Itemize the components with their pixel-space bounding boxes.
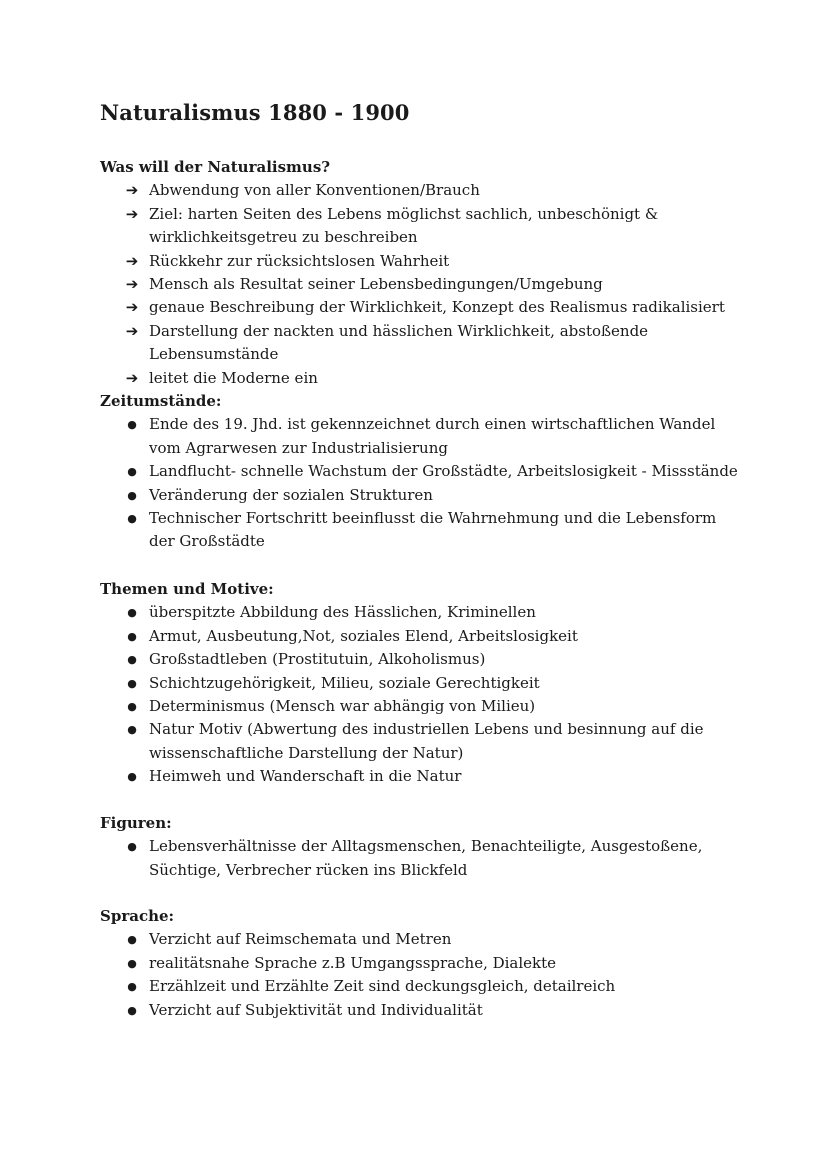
section-sprache bbox=[100, 905, 740, 1022]
arrow-icon: ➔ bbox=[125, 204, 139, 223]
bullet-list bbox=[100, 928, 740, 1022]
list-item-text: Technischer Fortschritt beeinflusst die Wahrnehmung und die Lebensform der Großstädte bbox=[149, 509, 717, 551]
bullet-icon: ● bbox=[127, 512, 137, 526]
list-item-text: Ende des 19. Jhd. ist gekennzeichnet durch einen wirtschaftlichen Wandel vom Agrarwesen zur Industrialisierung bbox=[149, 415, 716, 457]
bullet-icon: ● bbox=[127, 770, 137, 784]
list-item-text: Mensch als Resultat seiner Lebensbedingungen/Umgebung bbox=[149, 275, 603, 294]
bullet-icon: ● bbox=[127, 723, 137, 737]
list-item bbox=[100, 460, 740, 483]
list-item bbox=[100, 203, 740, 250]
bullet-icon: ● bbox=[127, 676, 137, 690]
list-item bbox=[100, 765, 740, 788]
list-item bbox=[100, 296, 740, 319]
list-item-text: überspitzte Abbildung des Hässlichen, Kriminellen bbox=[149, 603, 536, 622]
list-item bbox=[100, 928, 740, 951]
list-item-text: Lebensverhältnisse der Alltagsmenschen, Benachteiligte, Ausgestoßene, Süchtige, Verbrecher rücken ins Blickfeld bbox=[149, 837, 703, 879]
section-heading: Themen und Motive: bbox=[100, 580, 274, 598]
list-item-text: Großstadtleben (Prostitutuin, Alkoholismus) bbox=[149, 650, 486, 669]
list-item-text: Erzählzeit und Erzählte Zeit sind deckungsgleich, detailreich bbox=[149, 977, 616, 996]
list-item bbox=[100, 484, 740, 507]
arrow-icon: ➔ bbox=[125, 181, 139, 200]
list-item-text: Schichtzugehörigkeit, Milieu, soziale Gerechtigkeit bbox=[149, 673, 540, 692]
list-item bbox=[100, 179, 740, 202]
arrow-icon: ➔ bbox=[125, 251, 139, 270]
list-item-text: Verzicht auf Subjektivität und Individualität bbox=[149, 1000, 483, 1019]
list-item-text: realitätsnahe Sprache z.B Umgangssprache, Dialekte bbox=[149, 953, 557, 972]
list-item-text: Rückkehr zur rücksichtslosen Wahrheit bbox=[149, 251, 450, 270]
arrow-icon: ➔ bbox=[125, 368, 139, 387]
list-item bbox=[100, 975, 740, 998]
list-item-text: Determinismus (Mensch war abhängig von Milieu) bbox=[149, 697, 536, 716]
bullet-icon: ● bbox=[127, 465, 137, 479]
list-item bbox=[100, 367, 740, 390]
list-item bbox=[100, 625, 740, 648]
arrow-icon: ➔ bbox=[125, 298, 139, 317]
bullet-icon: ● bbox=[127, 1003, 137, 1017]
list-item bbox=[100, 672, 740, 695]
bullet-icon: ● bbox=[127, 840, 137, 854]
list-item bbox=[100, 835, 740, 882]
list-item-text: Heimweh und Wanderschaft in die Natur bbox=[149, 767, 462, 786]
list-item-text: Ziel: harten Seiten des Lebens möglichst sachlich, unbeschönigt & wirklichkeitsgetreu zu beschreiben bbox=[149, 204, 659, 247]
list-item-text: Natur Motiv (Abwertung des industriellen Lebens und besinnung auf die wissenschaftliche Darstellung der Natur) bbox=[149, 720, 704, 762]
section-zeitumstaende bbox=[100, 390, 740, 554]
list-item bbox=[100, 999, 740, 1022]
list-item-text: Verzicht auf Reimschemata und Metren bbox=[149, 930, 452, 949]
bullet-list bbox=[100, 601, 740, 788]
section-figuren bbox=[100, 812, 740, 882]
bullet-icon: ● bbox=[127, 418, 137, 432]
list-item bbox=[100, 648, 740, 671]
bullet-icon: ● bbox=[127, 980, 137, 994]
bullet-icon: ● bbox=[127, 653, 137, 667]
arrow-icon: ➔ bbox=[125, 275, 139, 294]
bullet-icon: ● bbox=[127, 956, 137, 970]
list-item bbox=[100, 273, 740, 296]
list-item-text: leitet die Moderne ein bbox=[149, 368, 318, 387]
bullet-icon: ● bbox=[127, 606, 137, 620]
bullet-list bbox=[100, 835, 740, 882]
list-item-text: Darstellung der nackten und hässlichen Wirklichkeit, abstoßende Lebensumstände bbox=[149, 321, 649, 364]
list-item bbox=[100, 601, 740, 624]
list-item bbox=[100, 952, 740, 975]
list-item bbox=[100, 320, 740, 367]
list-item-text: Armut, Ausbeutung,Not, soziales Elend, Arbeitslosigkeit bbox=[149, 626, 578, 645]
list-item-text: genaue Beschreibung der Wirklichkeit, Konzept des Realismus radikalisiert bbox=[149, 298, 725, 317]
list-item bbox=[100, 718, 740, 765]
list-item bbox=[100, 507, 740, 554]
section-naturalismus-ziele bbox=[100, 156, 740, 390]
arrow-list bbox=[100, 179, 740, 390]
section-themen-und-motive bbox=[100, 578, 740, 789]
document-title: Naturalismus 1880 - 1900 bbox=[100, 100, 410, 125]
bullet-list bbox=[100, 413, 740, 553]
bullet-icon: ● bbox=[127, 629, 137, 643]
bullet-icon: ● bbox=[127, 700, 137, 714]
list-item bbox=[100, 250, 740, 273]
section-heading: Zeitumstände: bbox=[100, 392, 222, 410]
bullet-icon: ● bbox=[127, 488, 137, 502]
list-item bbox=[100, 413, 740, 460]
arrow-icon: ➔ bbox=[125, 321, 139, 340]
bullet-icon: ● bbox=[127, 933, 137, 947]
section-heading: Was will der Naturalismus? bbox=[100, 158, 331, 176]
list-item-text: Veränderung der sozialen Strukturen bbox=[149, 485, 433, 504]
section-heading: Sprache: bbox=[100, 907, 175, 925]
section-heading: Figuren: bbox=[100, 814, 172, 832]
list-item-text: Abwendung von aller Konventionen/Brauch bbox=[149, 181, 480, 200]
list-item-text: Landflucht- schnelle Wachstum der Großstädte, Arbeitslosigkeit - Missstände bbox=[149, 462, 738, 481]
list-item bbox=[100, 695, 740, 718]
